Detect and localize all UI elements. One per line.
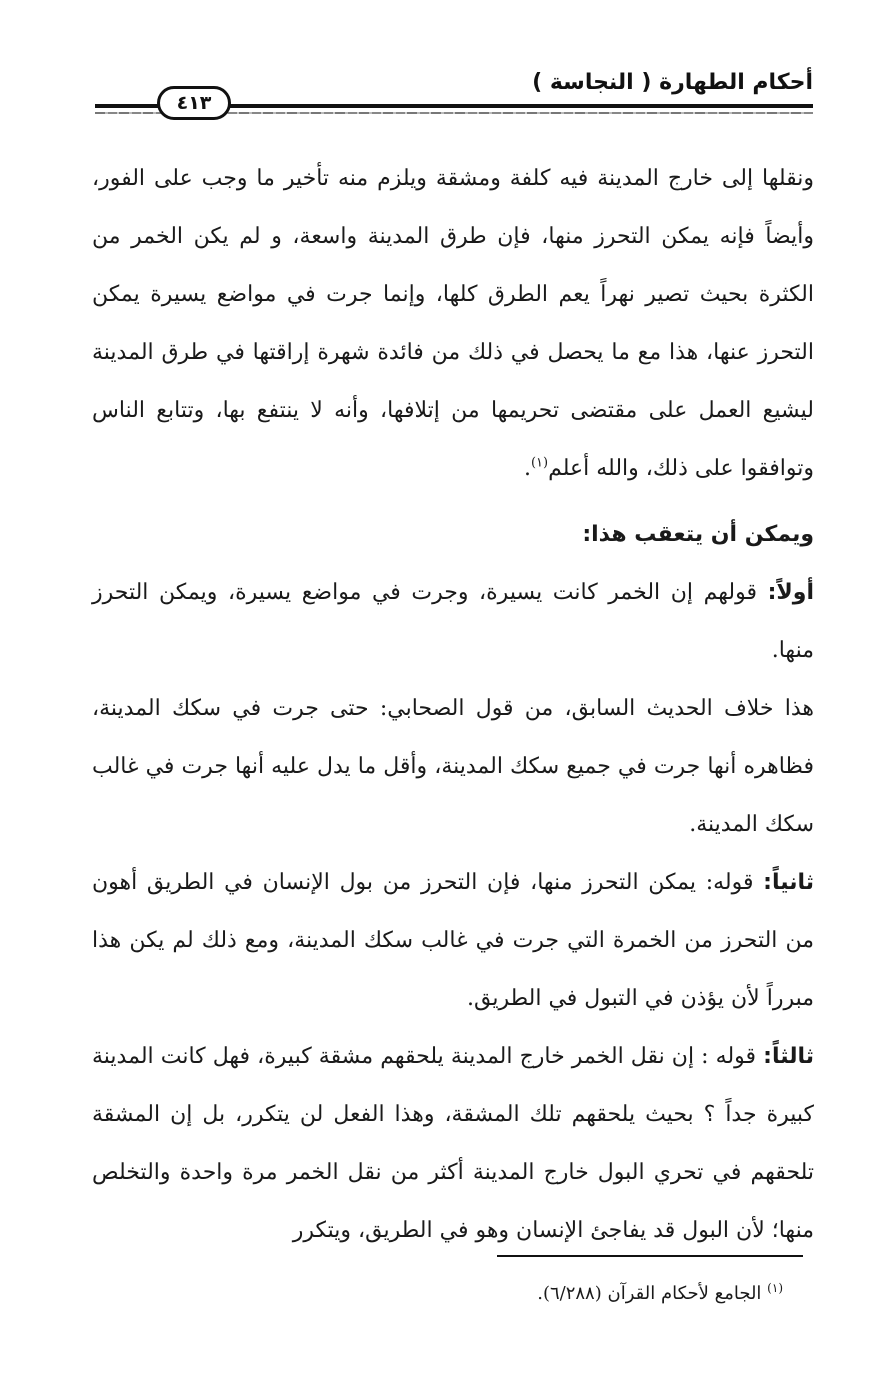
paragraph-lead: ثانياً: — [763, 870, 814, 895]
paragraph-lead: ثالثاً: — [763, 1044, 814, 1069]
paragraph-lead: أولاً: — [767, 580, 814, 605]
running-title: أحكام الطهارة ( النجاسة ) — [532, 70, 813, 95]
paragraph-4 — [92, 854, 814, 1028]
paragraph-text: قولهم إن الخمر كانت يسيرة، وجرت في مواضع يسيرة، ويمكن التحرز منها. — [92, 580, 814, 663]
page-number: ٤١٣ — [157, 86, 231, 120]
footnote-text: الجامع لأحكام القرآن (٦/٢٨٨). — [537, 1283, 762, 1304]
paragraph-2 — [92, 564, 814, 680]
paragraph-text: قوله : إن نقل الخمر خارج المدينة يلحقهم مشقة كبيرة، فهل كانت المدينة كبيرة جداً ؟ بحيث يلحقهم تلك المشقة، وهذا الفعل لن يتكرر، بل إن المشقة تلحقهم في تحري البول خارج المدينة أكثر من نقل الخمر مرة واحدة والتخلص منها؛ لأن البول قد يفاجئ الإنسان وهو في الطريق، ويتكرر — [92, 1044, 814, 1243]
footnote-reference[interactable]: (١) — [530, 455, 549, 471]
footnote-1 — [537, 1283, 783, 1304]
paragraph-3 — [92, 680, 814, 854]
page-header — [95, 60, 813, 130]
paragraph-text: قوله: يمكن التحرز منها، فإن التحرز من بول الإنسان في الطريق أهون من التحرز من الخمرة التي جرت في غالب سكك المدينة، ومع ذلك لم يكن هذا مبرراً لأن يؤذن في التبول في الطريق. — [92, 870, 814, 1011]
footnote-number: (١) — [767, 1281, 783, 1295]
paragraph-5 — [92, 1028, 814, 1260]
paragraph-1 — [92, 150, 814, 498]
paragraph-text: هذا خلاف الحديث السابق، من قول الصحابي: حتى جرت في سكك المدينة، فظاهره أنها جرت في جميع سكك المدينة، وأقل ما يدل عليه أنها جرت في غالب سكك المدينة. — [92, 696, 814, 837]
main-text — [92, 150, 814, 1260]
paragraph-text: ونقلها إلى خارج المدينة فيه كلفة ومشقة ويلزم منه تأخير ما وجب على الفور، وأيضاً فإنه يمكن التحرز منها، فإن طرق المدينة واسعة، و لم يكن الخمر من الكثرة بحيث تصير نهراً يعم الطرق كلها، وإنما جرت في مواضع يسيرة يمكن التحرز عنها، هذا مع ما يحصل في ذلك من فائدة شهرة إراقتها في طرق المدينة ليشيع العمل على مقتضى تحريمها من إتلافها، وأنه لا ينتفع بها، وتتابع الناس وتوافقوا على ذلك، والله أعلم — [92, 166, 814, 481]
footnote-separator — [497, 1255, 803, 1257]
section-heading: ويمكن أن يتعقب هذا: — [582, 522, 814, 547]
paragraph-end: . — [523, 456, 531, 481]
